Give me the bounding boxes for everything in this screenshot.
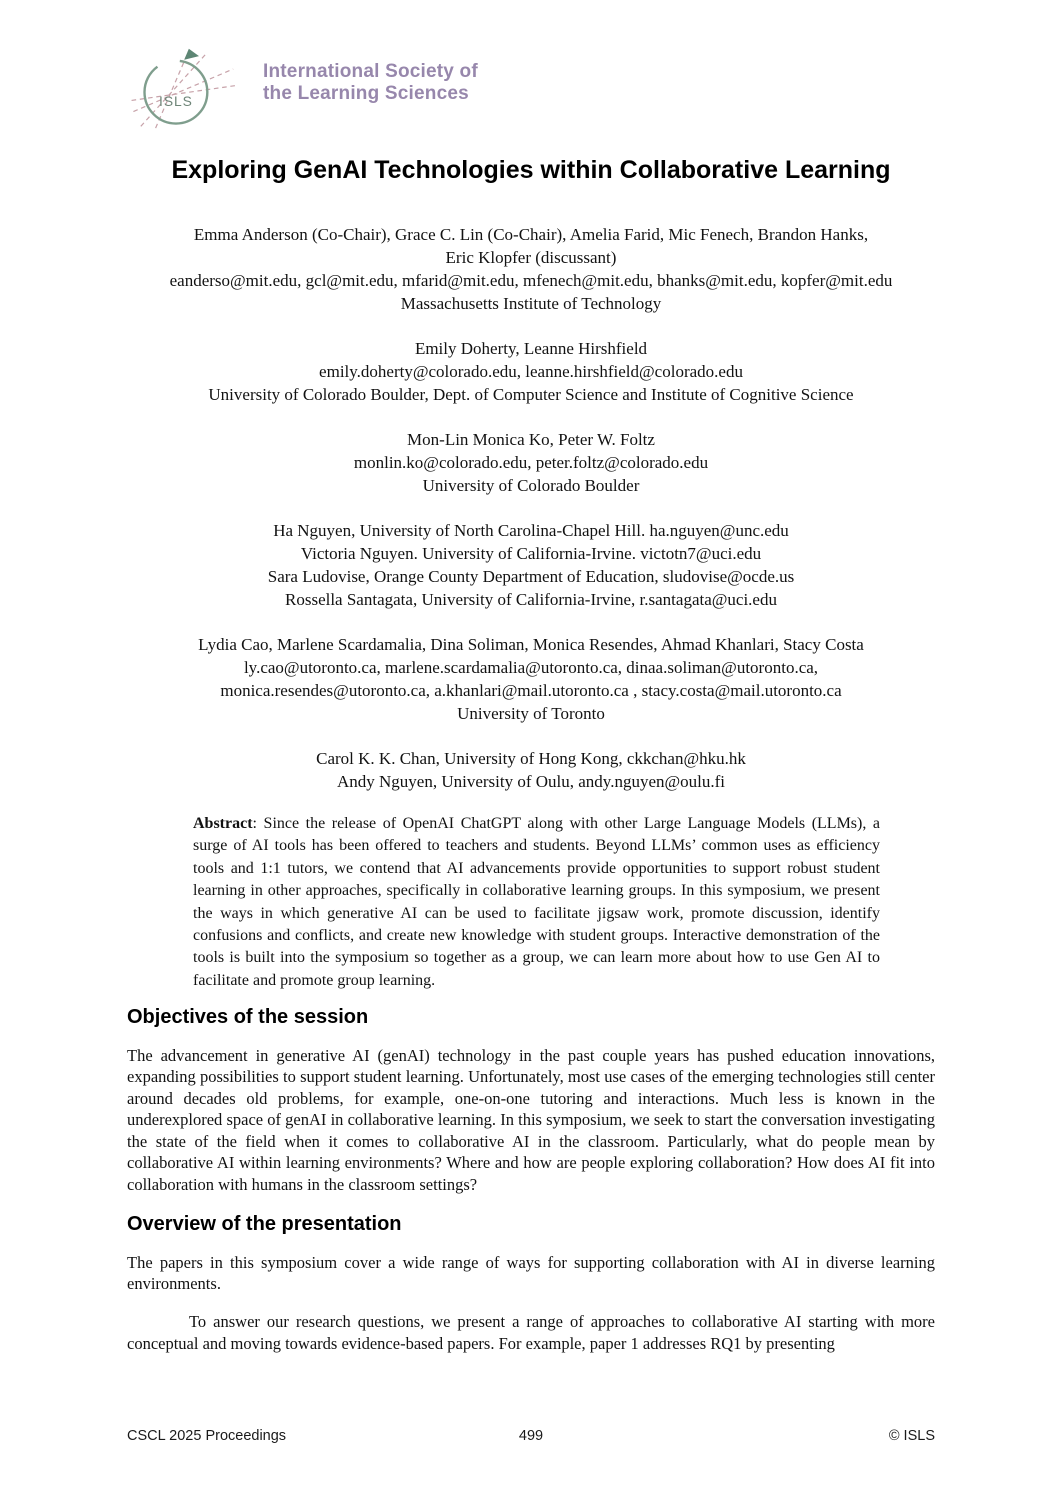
- logo-wordmark-line1: International Society of: [263, 61, 478, 82]
- logo-wordmark-line2: the Learning Sciences: [263, 83, 469, 104]
- footer-proceedings-label: CSCL 2025 Proceedings: [127, 1428, 287, 1444]
- section-paragraph: To answer our research questions, we present a range of approaches to collaborative AI starting with more conceptual and moving towards evidence-based papers. For example, paper 1 addresses RQ1 by presenting: [127, 1312, 935, 1353]
- section-heading-objectives: Objectives of the session: [127, 1006, 369, 1029]
- logo-wordmark: [263, 61, 478, 105]
- isls-logo-icon: [131, 45, 243, 130]
- author-line: Carol K. K. Chan, University of Hong Kong, ckkchan@hku.hk: [316, 749, 746, 768]
- isls-logo: [131, 45, 935, 130]
- footer-copyright: © ISLS: [888, 1428, 935, 1444]
- author-block-unc-uci-ocde: [127, 519, 935, 611]
- abstract: [193, 813, 880, 992]
- paper-title: Exploring GenAI Technologies within Collaborative Learning: [171, 156, 891, 184]
- author-line: Emma Anderson (Co-Chair), Grace C. Lin (Co-Chair), Amelia Farid, Mic Fenech, Brandon Hanks,: [193, 225, 869, 244]
- logo-arrow-icon: [184, 49, 199, 60]
- author-line: Victoria Nguyen. University of California-Irvine. victotn7@uci.edu: [300, 544, 762, 563]
- author-affiliation: University of Colorado Boulder, Dept. of Computer Science and Institute of Cognitive Science: [208, 385, 854, 404]
- author-line: Sara Ludovise, Orange County Department of Education, sludovise@ocde.us: [267, 567, 795, 586]
- logo-acronym: ISLS: [159, 92, 193, 109]
- abstract-text: : Since the release of OpenAI ChatGPT along with other Large Language Models (LLMs), a surge of AI tools has been offered to teachers and students. Beyond LLMs’ common uses as efficiency tools and 1:1 tutors, we contend that AI advancements provide opportunities to support robust student learning in other approaches, specifically in collaborative learning groups. In this symposium, we present the ways in which generative AI can be used to facilitate jigsaw work, promote discussion, identify confusions and conflicts, and create new knowledge with student groups. Interactive demonstration of the tools is built into the symposium so together as a group, we can learn more about how to use Gen AI to facilitate and promote group learning.: [193, 815, 880, 989]
- author-affiliation: Massachusetts Institute of Technology: [400, 294, 662, 313]
- author-line: Rossella Santagata, University of California-Irvine, r.santagata@uci.edu: [285, 590, 777, 609]
- author-line: Lydia Cao, Marlene Scardamalia, Dina Soliman, Monica Resendes, Ahmad Khanlari, Stacy Costa: [198, 635, 864, 654]
- author-block-colorado: [127, 428, 935, 497]
- section-heading-overview: Overview of the presentation: [127, 1213, 402, 1236]
- section-paragraph: The papers in this symposium cover a wide range of ways for supporting collaboration with AI in diverse learning environments.: [127, 1252, 935, 1294]
- author-emails: emily.doherty@colorado.edu, leanne.hirshfield@colorado.edu: [319, 362, 743, 381]
- footer-page-number: 499: [518, 1428, 544, 1444]
- author-block-mit: [127, 223, 935, 315]
- author-affiliation: University of Colorado Boulder: [422, 476, 640, 495]
- author-emails: monica.resendes@utoronto.ca, a.khanlari@mail.utoronto.ca , stacy.costa@mail.utoronto.ca: [220, 681, 842, 700]
- author-line: Emily Doherty, Leanne Hirshfield: [414, 339, 648, 358]
- author-line: Eric Klopfer (discussant): [445, 248, 617, 267]
- author-affiliation: University of Toronto: [457, 704, 605, 723]
- author-emails: ly.cao@utoronto.ca, marlene.scardamalia@utoronto.ca, dinaa.soliman@utoronto.ca,: [243, 658, 819, 677]
- abstract-label: Abstract: [193, 815, 253, 832]
- author-line: Ha Nguyen, University of North Carolina-Chapel Hill. ha.nguyen@unc.edu: [273, 521, 789, 540]
- author-emails: monlin.ko@colorado.edu, peter.foltz@colorado.edu: [353, 453, 709, 472]
- author-block-toronto: [127, 633, 935, 725]
- author-block-colorado-cs: [127, 337, 935, 406]
- author-line: Mon-Lin Monica Ko, Peter W. Foltz: [407, 430, 655, 449]
- author-line: Andy Nguyen, University of Oulu, andy.nguyen@oulu.fi: [336, 772, 726, 791]
- author-block-hku-oulu: [127, 747, 935, 793]
- author-emails: eanderso@mit.edu, gcl@mit.edu, mfarid@mit.edu, mfenech@mit.edu, bhanks@mit.edu, kopfer@mit.edu: [169, 271, 893, 290]
- section-paragraph: The advancement in generative AI (genAI) technology in the past couple years has pushed education innovations, expanding possibilities to support student learning. Unfortunately, most use cases of the emerging technologies still center around decades old problems, for example, one-on-one tutoring and interactions. Much less is known in the underexplored space of genAI in collaborative learning. In this symposium, we seek to start the conversation investigating the state of the field when it comes to collaborative AI in the classroom. Particularly, what do people mean by collaborative AI within learning environments? Where and how are people exploring collaboration? How does AI fit into collaboration with humans in the classroom settings?: [127, 1045, 935, 1194]
